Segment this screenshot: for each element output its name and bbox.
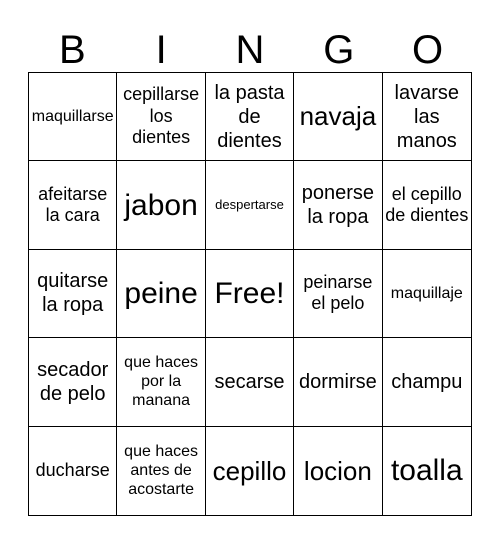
header-letter-g: G (323, 28, 355, 72)
bingo-cell[interactable]: secarse (206, 338, 294, 426)
header-letter-o: O (412, 28, 444, 72)
bingo-cell[interactable]: peine (117, 250, 205, 338)
bingo-cell[interactable]: la pasta de dientes (206, 73, 294, 161)
bingo-cell[interactable]: maquillaje (383, 250, 471, 338)
bingo-cell[interactable]: ducharse (29, 427, 117, 515)
bingo-cell[interactable]: afeitarse la cara (29, 161, 117, 249)
bingo-cell[interactable]: que haces antes de acostarte (117, 427, 205, 515)
header-letter-n: N (235, 28, 265, 72)
bingo-cell[interactable]: quitarse la ropa (29, 250, 117, 338)
bingo-grid (28, 72, 472, 516)
bingo-cell[interactable]: locion (294, 427, 382, 515)
header-letter-i: I (155, 28, 167, 72)
bingo-cell[interactable]: peinarse el pelo (294, 250, 382, 338)
free-space-cell[interactable]: Free! (206, 250, 294, 338)
bingo-header (28, 28, 472, 72)
bingo-cell[interactable]: navaja (294, 73, 382, 161)
bingo-cell[interactable]: cepillarse los dientes (117, 73, 205, 161)
bingo-cell[interactable]: toalla (390, 454, 463, 488)
bingo-cell[interactable]: despertarse (206, 161, 294, 249)
header-letter-b: B (59, 28, 86, 72)
bingo-cell[interactable]: secador de pelo (29, 338, 117, 426)
bingo-cell[interactable]: el cepillo de dientes (383, 161, 471, 249)
bingo-cell[interactable]: champu (383, 338, 471, 426)
bingo-cell[interactable]: que haces por la manana (117, 338, 205, 426)
bingo-cell[interactable]: ponerse la ropa (294, 161, 382, 249)
bingo-cell[interactable]: jabon (117, 161, 205, 249)
bingo-cell[interactable]: maquillarse (29, 73, 117, 161)
bingo-cell[interactable]: lavarse las manos (383, 73, 471, 161)
bingo-cell[interactable]: cepillo (206, 427, 294, 515)
bingo-cell[interactable]: dormirse (294, 338, 382, 426)
